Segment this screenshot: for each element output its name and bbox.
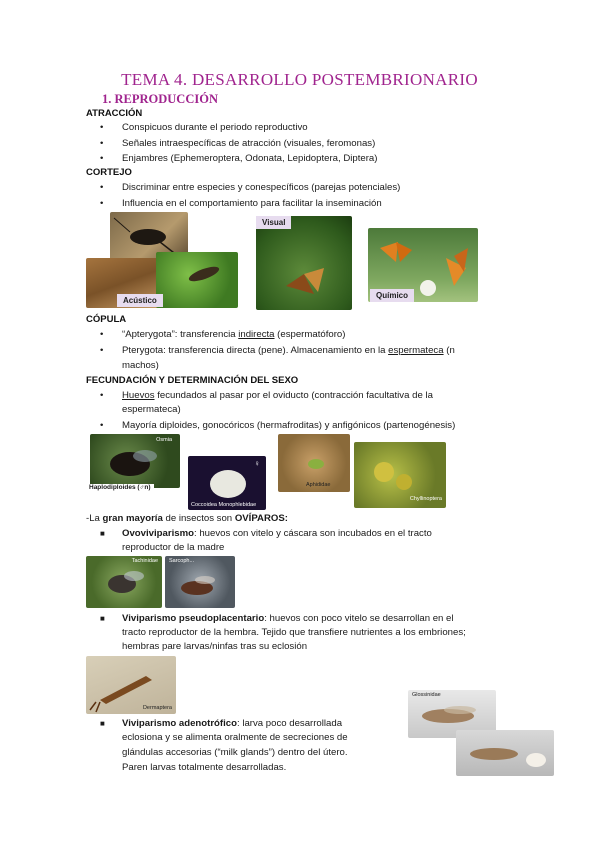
quimico-label: Químico xyxy=(370,289,414,302)
chyllinoptera-photo xyxy=(354,442,446,508)
tsetse-larva-photo xyxy=(456,730,554,776)
coccoidea-photo xyxy=(188,456,266,510)
list-item-cont: tracto reproductor de la hembra. Tejido que transfiere nutrientes a los embriones; xyxy=(122,627,466,638)
venus-label: ♀ xyxy=(254,459,260,468)
fecundacion-heading: FECUNDACIÓN Y DETERMINACIÓN DEL SEXO xyxy=(86,375,299,386)
section-heading: 1. REPRODUCCIÓN xyxy=(102,92,218,106)
copula-heading: CÓPULA xyxy=(86,314,127,325)
list-item-cont: reproductor de la madre xyxy=(122,542,225,553)
page-title: TEMA 4. DESARROLLO POSTEMBRIONARIO xyxy=(121,70,478,89)
tachinidae-photo xyxy=(86,556,162,608)
haplo-label: Haplodiploides (♂n) xyxy=(86,484,154,491)
aphid-photo xyxy=(278,434,350,492)
beetle-leaf-photo xyxy=(156,252,238,308)
sarcophagidae-label: Sarcoph... xyxy=(169,558,195,564)
butterfly-icon xyxy=(256,216,352,310)
tachinidae-label: Tachinidae xyxy=(131,558,158,564)
cortejo-heading: CORTEJO xyxy=(86,167,132,178)
dermaptera-label: Dermaptera xyxy=(142,705,172,711)
beetle-icon xyxy=(156,252,238,308)
osmia-photo xyxy=(90,434,180,488)
aphid-label: Aphididae xyxy=(306,482,331,488)
sarcophagidae-photo xyxy=(165,556,235,608)
dermaptera-photo xyxy=(86,656,176,714)
list-item-cont: glándulas accesorias (“milk glands”) dentro del útero. xyxy=(122,747,348,758)
visual-photo xyxy=(256,216,352,310)
oviparos-line: -La gran mayoría de insectos son OVÍPAROS: xyxy=(86,513,288,524)
acustico-label: Acústico xyxy=(117,294,163,307)
list-item-cont: espermateca) xyxy=(122,404,181,415)
osmia-label: Osmia xyxy=(156,437,172,443)
list-item-cont: hembras pare larvas/ninfas tras su eclosión xyxy=(122,641,308,652)
atraccion-heading: ATRACCIÓN xyxy=(86,108,143,119)
chyllinoptera-label: Chyllinoptera xyxy=(409,496,442,502)
glossinidae-label: Glossinidae xyxy=(412,692,441,698)
list-item-cont: machos) xyxy=(122,360,159,371)
coccoidea-label: Coccoidea Monophlebidae xyxy=(191,502,257,508)
list-item-cont: Paren larvas totalmente desarrolladas. xyxy=(122,762,287,773)
tsetse-larva-icon xyxy=(456,730,554,776)
visual-label: Visual xyxy=(256,216,291,229)
list-item-cont: eclosiona y se alimenta oralmente de secreciones de xyxy=(122,732,348,743)
